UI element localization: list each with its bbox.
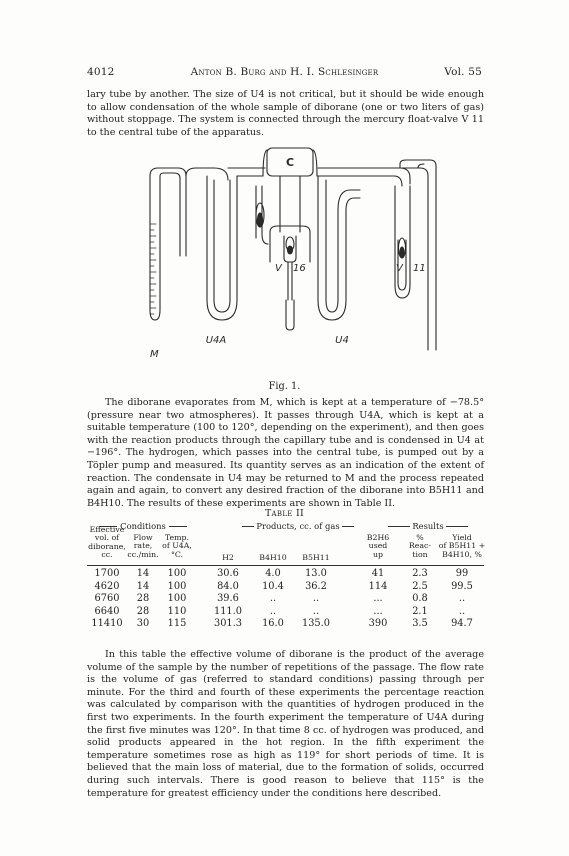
page-number: 4012 <box>87 66 115 78</box>
apparatus-figure <box>0 0 569 380</box>
table-cell: 28 <box>136 605 150 617</box>
table-cell: 4620 <box>94 580 120 592</box>
table-cell: 111.0 <box>213 605 243 617</box>
table-cell: 99.5 <box>451 580 473 592</box>
figure-manifold <box>228 168 410 186</box>
table-cell: 28 <box>136 593 150 605</box>
table-cell: 30 <box>136 618 150 630</box>
figure-label-V: V <box>275 263 282 274</box>
table-cell: 135.0 <box>301 618 331 630</box>
figure-tube-M <box>150 168 186 320</box>
figure-label-M: M <box>150 349 159 360</box>
table-cell: 10.4 <box>262 580 284 592</box>
volume-number: Vol. 55 <box>444 66 482 78</box>
table-cell: 6640 <box>94 605 120 617</box>
table-cell: 0.8 <box>412 593 428 605</box>
column-header-col-effective-volume: Effective vol. of diborane, cc. <box>88 525 126 560</box>
table-cell: 94.7 <box>451 618 473 630</box>
table-cell: 41 <box>371 568 385 579</box>
table-cell: .. <box>312 593 320 605</box>
table-cell: 6760 <box>94 593 120 605</box>
table-cell: 99 <box>455 568 469 579</box>
table-cell: 100 <box>167 568 187 579</box>
figure-tube-U4 <box>318 176 360 320</box>
figure-label-C: C <box>285 156 295 169</box>
figure-label-U4A: U4A <box>205 335 227 346</box>
running-head-authors: Anton B. Burg and H. I. Schlesinger <box>190 66 379 78</box>
paragraph-discussion: In this table the effective volume of diborane is the product of the average volume of the sample by the number of repetitions of the passage. The flow rate is the volume of gas (referred to standard conditions) passing through per minute. For the third and fourth of these experiments the percentage reaction was calculated by comparison with the quantities of hydrogen produced in the first two experiments. In the fourth experiment the temperature of U4A during the first five minutes was 120°. In that time 8 cc. of hydrogen was produced, and solid products appeared in the hot region. In the fifth experiment the temperature sometimes rose as high as 119° for short periods of time. It is believed that the main loss of material, due to the formation of solids, occurred during such intervals. There is good reason to believe that 115° is the temperature for greatest efficiency under the conditions here described. <box>87 649 484 799</box>
table-cell: 110 <box>167 605 187 617</box>
figure-label-11: 11 <box>413 263 426 274</box>
table-cell: .. <box>458 605 466 617</box>
table-cell: 2.3 <box>412 568 428 579</box>
paragraph-intro: lary tube by another. The size of U4 is not critical, but it should be wide enough to allow condensation of the whole sample of diborane (one or two liters of gas) without stoppage. The system is connected through the mercury float-valve V 11 to the central tube of the apparatus. <box>87 89 484 138</box>
column-header-col-h2: H2 <box>222 553 234 562</box>
table-cell: 100 <box>167 593 187 605</box>
figure-valve-16 <box>256 186 268 244</box>
figure-label-V: V <box>396 263 403 274</box>
table-cell: 301.3 <box>213 618 243 630</box>
figure-caption: Fig. 1. <box>268 381 301 392</box>
table-cell: .. <box>269 605 277 617</box>
figure-tube-U4A <box>180 168 237 320</box>
column-header-col-flow-rate: Flow rate, cc./min. <box>127 533 159 559</box>
table-cell: ... <box>373 605 383 617</box>
column-header-col-percent-reaction: % Reac- tion <box>408 533 432 559</box>
table-cell: 84.0 <box>217 580 239 592</box>
table-cell: 115 <box>167 618 187 630</box>
table-cell: 39.6 <box>217 593 239 605</box>
group-header-results: Results <box>372 521 484 531</box>
table-cell: 30.6 <box>217 568 239 579</box>
figure-label-16: 16 <box>293 263 306 274</box>
figure-tube-right <box>400 160 436 350</box>
table-cell: 2.5 <box>412 580 428 592</box>
table-cell: 390 <box>368 618 388 630</box>
column-header-col-b4h10: B4H10 <box>259 553 287 562</box>
table-cell: .. <box>269 593 277 605</box>
table-cell: .. <box>458 593 466 605</box>
column-header-col-b2h6-used: B2H6 used up <box>366 533 390 559</box>
column-header-col-b5h11: B5H11 <box>302 553 330 562</box>
table-cell: 14 <box>136 568 150 579</box>
table-cell: 100 <box>167 580 187 592</box>
table-cell: 2.1 <box>412 605 428 617</box>
column-header-col-temperature: Temp. of U4A, °C. <box>162 533 192 559</box>
paragraph-procedure: The diborane evaporates from M, which is kept at a temperature of −78.5° (pressure near two atmospheres). It passes through U4A, which is kept at a suitable temperature (100 to 120°, depending on the experiment), and then goes with the reaction products through the capillary tube and is condensed in U4 at −196°. The hydrogen, which passes into the central tube, is pumped out by a Töpler pump and measured. Its quantity serves as an indication of the extent of reaction. The condensate in U4 may be returned to M and the process repeated again and again, to convert any desired fraction of the diborane into B5H11 and B4H10. The results of these experiments are shown in Table II. <box>87 397 484 509</box>
group-header-conditions: Conditions <box>87 521 199 531</box>
figure-central-tube <box>270 176 310 330</box>
table-cell: .. <box>312 605 320 617</box>
table-cell: 13.0 <box>305 568 327 579</box>
table-title: Table II <box>265 508 304 519</box>
figure-valve-11 <box>395 186 410 298</box>
table-cell: 14 <box>136 580 150 592</box>
table-cell: 36.2 <box>305 580 327 592</box>
table-cell: ... <box>373 593 383 605</box>
column-header-col-yield: Yield of B5H11 + B4H10, % <box>438 533 486 559</box>
table-header-rule <box>87 565 484 566</box>
figure-label-U4: U4 <box>335 335 349 346</box>
table-cell: 3.5 <box>412 618 428 630</box>
table-cell: 1700 <box>94 568 120 579</box>
group-header-products: Products, cc. of gas <box>232 521 364 531</box>
table-cell: 114 <box>368 580 388 592</box>
table-cell: 4.0 <box>265 568 281 579</box>
table-cell: 11410 <box>91 618 123 630</box>
table-cell: 16.0 <box>262 618 284 630</box>
